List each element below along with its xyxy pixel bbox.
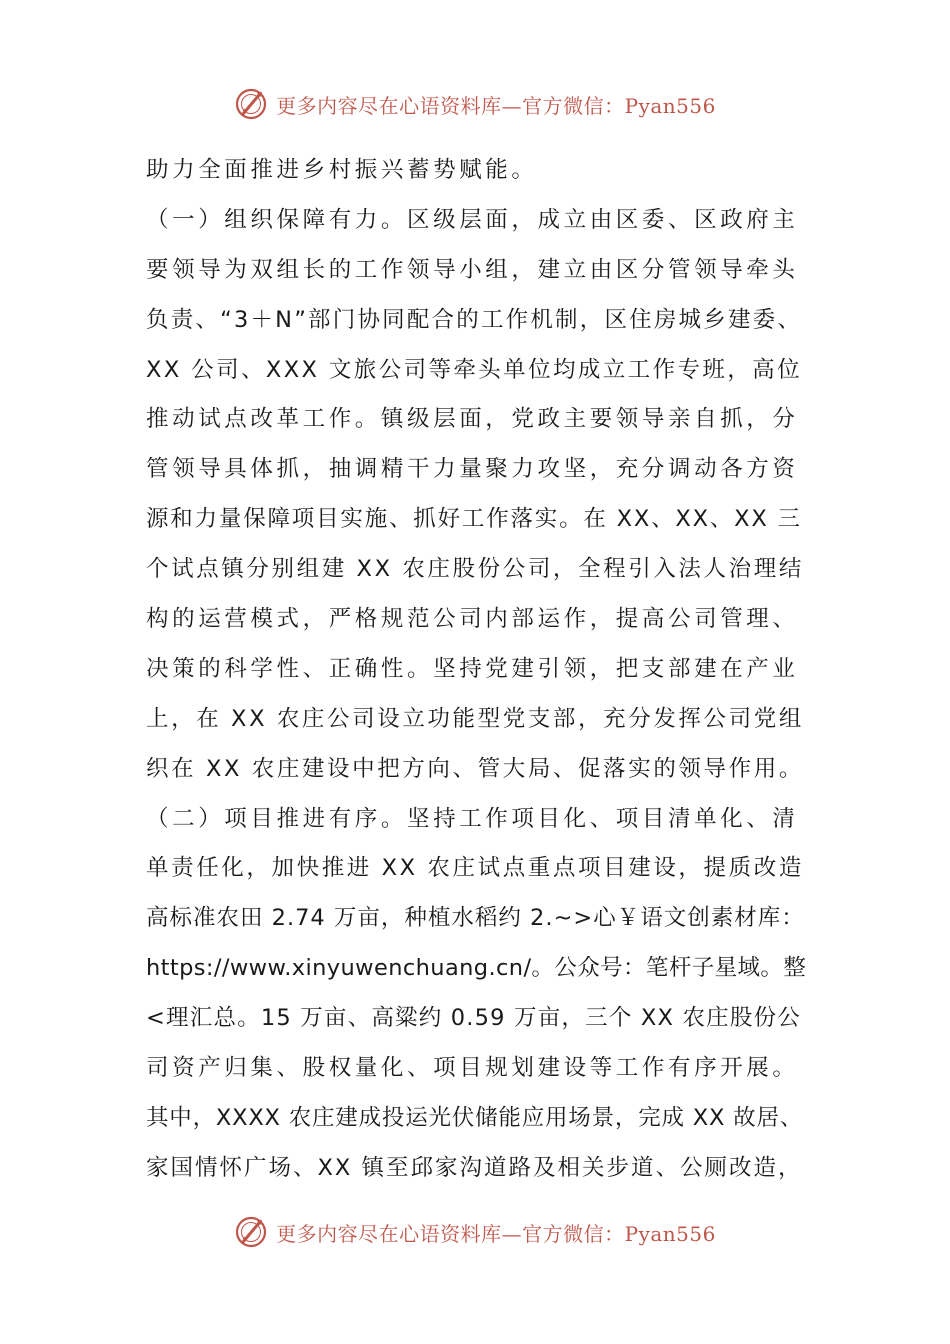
body-line: （一）组织保障有力。区级层面，成立由区委、区政府主 <box>146 206 799 233</box>
body-line: 家国情怀广场、XX 镇至邱家沟道路及相关步道、公厕改造， <box>146 1154 803 1181</box>
body-line: 助力全面推进乡村振兴蓄势赋能。 <box>146 157 538 183</box>
body-line: 高标准农田 2.74 万亩，种植水稻约 2.~>心￥语文创素材库： <box>146 905 805 932</box>
body-line: （二）项目推进有序。坚持工作项目化、项目清单化、清 <box>146 805 799 832</box>
body-line: 决策的科学性、正确性。坚持党建引领，把支部建在产业 <box>146 655 799 682</box>
body-line: 源和力量保障项目实施、抓好工作落实。在 XX、XX、XX 三 <box>146 506 802 533</box>
watermark-text: 更多内容尽在心语资料库—官方微信：Pyan556 <box>276 93 716 118</box>
body-line: 单责任化，加快推进 XX 农庄试点重点项目建设，提质改造 <box>146 855 804 882</box>
body-line: 其中，XXXX 农庄建成投运光伏储能应用场景，完成 XX 故居、 <box>146 1104 804 1131</box>
pen-seal-logo-icon <box>234 1215 268 1249</box>
body-line: 构的运营模式，严格规范公司内部运作，提高公司管理、 <box>146 606 799 633</box>
watermark-banner-bottom <box>0 1212 950 1252</box>
body-line: https://www.xinyuwenchuang.cn/。公众号：笔杆子星域。整 <box>146 955 806 982</box>
body-line: 个试点镇分别组建 XX 农庄股份公司，全程引入法人治理结 <box>146 556 804 583</box>
body-line: XX 公司、XXX 文旅公司等牵头单位均成立工作专班，高位 <box>146 356 802 383</box>
body-line: <理汇总。15 万亩、高粱约 0.59 万亩，三个 XX 农庄股份公 <box>146 1005 801 1032</box>
body-line: 推动试点改革工作。镇级层面，党政主要领导亲自抓，分 <box>146 406 799 433</box>
pen-seal-logo-icon <box>234 87 268 121</box>
body-line: 负责、“3＋N”部门协同配合的工作机制，区住房城乡建委、 <box>146 306 803 333</box>
watermark-text: 更多内容尽在心语资料库—官方微信：Pyan556 <box>276 1221 716 1246</box>
body-line: 司资产归集、股权量化、项目规划建设等工作有序开展。 <box>146 1055 799 1082</box>
watermark-banner-top <box>0 84 950 124</box>
body-line: 管领导具体抓，抽调精干力量聚力攻坚，充分调动各方资 <box>146 456 799 483</box>
document-body <box>146 146 806 1194</box>
body-line: 要领导为双组长的工作领导小组，建立由区分管领导牵头 <box>146 256 799 283</box>
body-line: 上，在 XX 农庄公司设立功能型党支部，充分发挥公司党组 <box>146 705 804 732</box>
body-line: 织在 XX 农庄建设中把方向、管大局、促落实的领导作用。 <box>146 755 804 782</box>
